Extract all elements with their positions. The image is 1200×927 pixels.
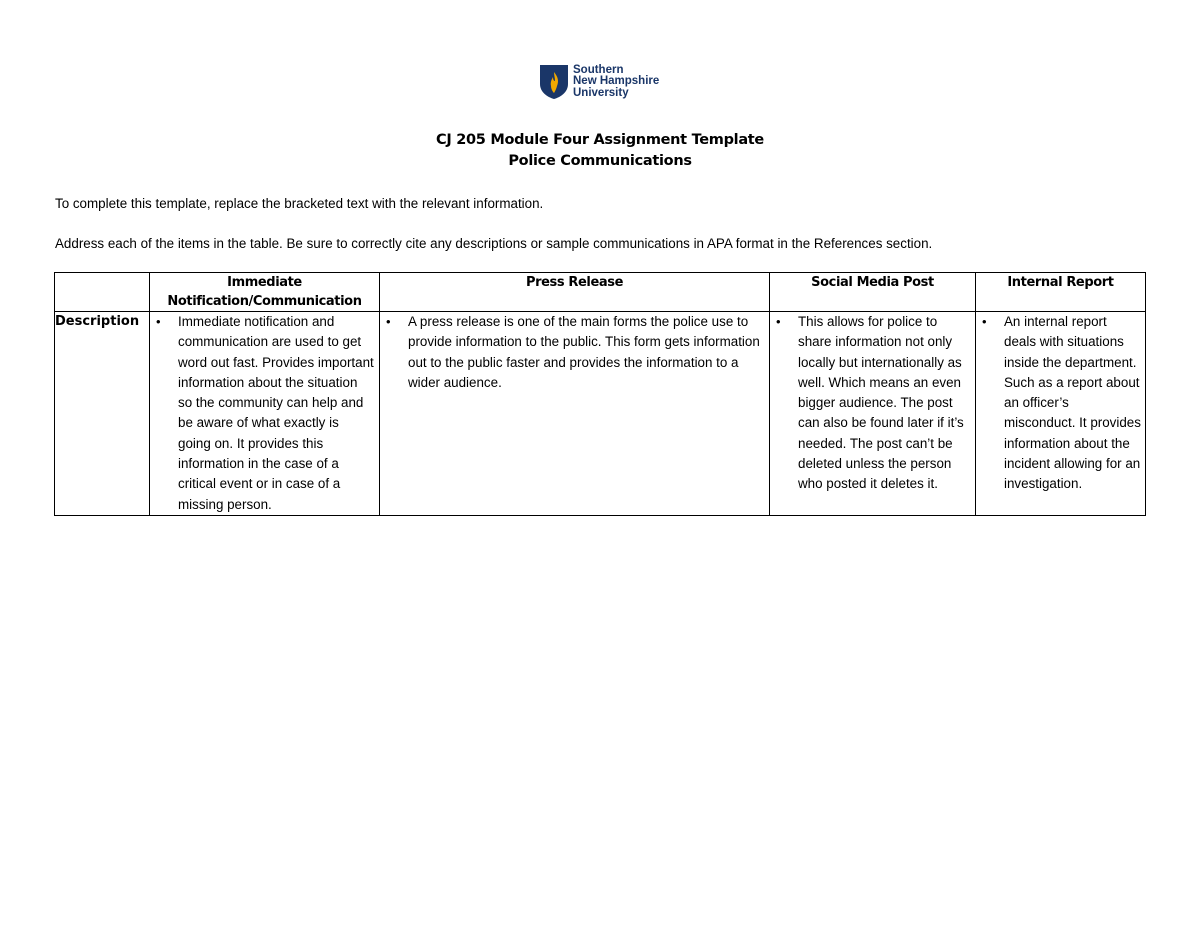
header-press-release: Press Release xyxy=(380,273,770,312)
logo-line-3: University xyxy=(573,86,629,99)
header-social-media-post: Social Media Post xyxy=(770,273,976,312)
cell-text: This allows for police to share information not only locally but internationally as well. Which means an even bigger audience. The post can also be found later if it’s needed. The post can’t be deleted unless the person who posted it deletes it. xyxy=(798,314,964,492)
list-item xyxy=(380,312,769,393)
row-label-description: Description xyxy=(55,312,150,516)
title-line-1: CJ 205 Module Four Assignment Template xyxy=(436,132,764,148)
logo-wordmark xyxy=(573,65,659,100)
shield-flame-icon xyxy=(539,64,569,100)
cell-internal-report xyxy=(976,312,1146,516)
header-empty xyxy=(55,273,150,312)
university-logo xyxy=(539,64,659,100)
logo-line-2: New Hampshire xyxy=(573,75,660,88)
table-row xyxy=(55,312,1146,516)
cell-social-media-post xyxy=(770,312,976,516)
list-item xyxy=(976,312,1145,495)
instruction-line-2: Address each of the items in the table. Be sure to correctly cite any descriptions or sample communications in APA format in the References section. xyxy=(55,236,933,251)
cell-press-release xyxy=(380,312,770,516)
list-item xyxy=(150,312,379,515)
bullet-icon: • xyxy=(982,314,987,329)
communications-table xyxy=(54,272,1146,516)
logo-line-1: Southern xyxy=(573,63,624,76)
cell-text: Immediate notification and communication are used to get word out fast. Provides important information about the situation so the community can help and be aware of what exactly is going on. It provides this information in the case of a critical event or in case of a missing person. xyxy=(178,314,374,512)
cell-text: An internal report deals with situations inside the department. Such as a report about an officer’s misconduct. It provides information about the incident allowing for an investigation. xyxy=(1004,314,1141,492)
table-header-row xyxy=(55,273,1146,312)
instruction-line-1: To complete this template, replace the bracketed text with the relevant information. xyxy=(55,196,544,211)
bullet-icon: • xyxy=(386,314,391,329)
cell-text: A press release is one of the main forms the police use to provide information to the public. This form gets information out to the public faster and provides the information to a wider audience. xyxy=(408,314,760,390)
cell-immediate-notification xyxy=(150,312,380,516)
list-item xyxy=(770,312,975,495)
bullet-icon: • xyxy=(156,314,161,329)
document-title xyxy=(0,130,1200,172)
header-immediate-notification: Immediate Notification/Communication xyxy=(150,273,380,312)
header-internal-report: Internal Report xyxy=(976,273,1146,312)
title-line-2: Police Communications xyxy=(508,153,692,169)
bullet-icon: • xyxy=(776,314,781,329)
